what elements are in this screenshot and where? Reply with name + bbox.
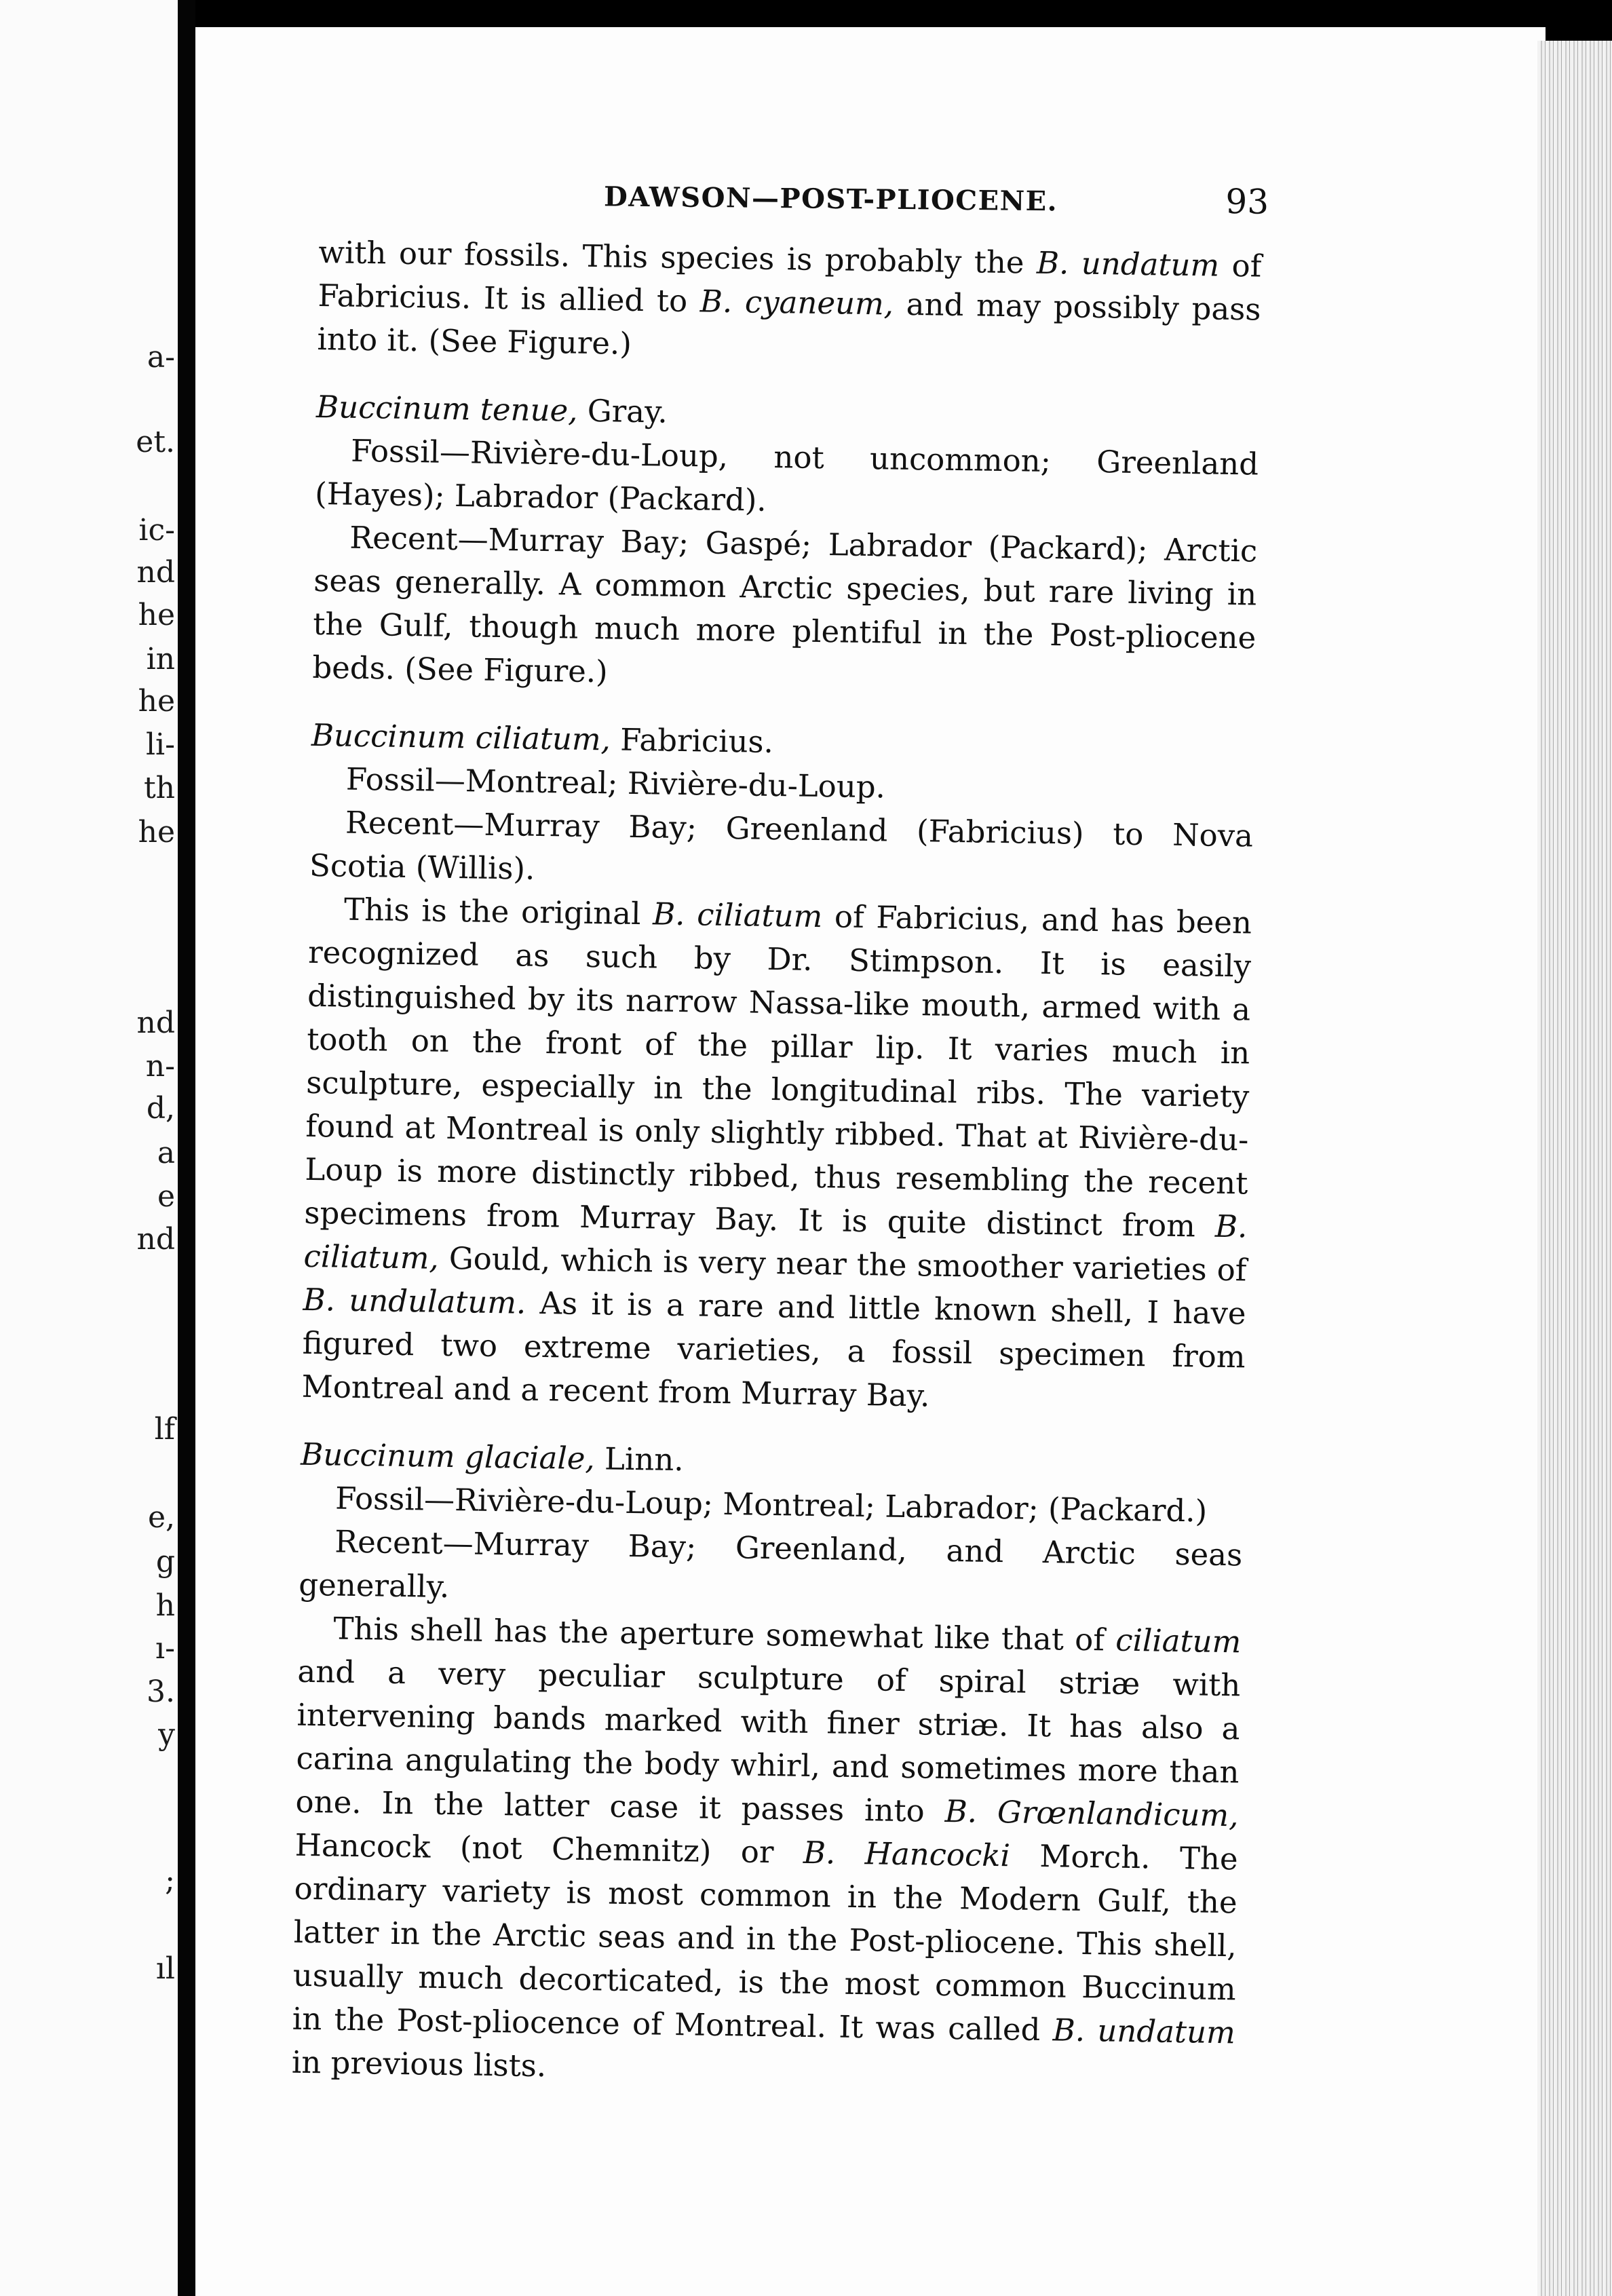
fragment: h: [155, 1588, 175, 1623]
fragment: in: [146, 642, 175, 676]
running-head: DAWSON—POST-PLIOCENE.: [603, 180, 1058, 218]
description-ciliatum: [301, 887, 1252, 1423]
text-run: Morch. The ordinary variety is most common in the Modern Gulf, the latter in the Arctic seas and in the Post-pliocene. This shell, usually much decorticated, is the most common Buccinum in the Post-pliocence of Montreal. It was called: [292, 1837, 1238, 2048]
italic-name: B. ciliatum,: [303, 1208, 1248, 1276]
italic-name: B. Grœnlandicum,: [944, 1793, 1239, 1834]
species-author: Fabricius.: [610, 721, 774, 761]
fragment: a: [157, 1136, 175, 1170]
fragment: he: [138, 684, 175, 719]
italic-name: B. undatum: [1036, 244, 1220, 284]
fragment: nd: [136, 1222, 175, 1257]
text-run: in previous lists.: [291, 2044, 547, 2084]
text-run: Gould, which is very near the smoother varieties of: [438, 1240, 1247, 1288]
fragment: nd: [136, 555, 175, 590]
italic-name: B. undulatum.: [303, 1281, 526, 1321]
fragment: ı-: [155, 1631, 175, 1666]
fossil-record-ciliatum: Fossil—Montreal; Rivière-du-Loup.: [345, 761, 886, 805]
italic-name: ciliatum: [1115, 1622, 1242, 1660]
description-glaciale: [291, 1607, 1241, 2099]
text-run: Hancock (not Chemnitz) or: [294, 1826, 804, 1871]
fragment: ic-: [138, 513, 175, 548]
species-name: Buccinum ciliatum,: [311, 716, 611, 758]
fragment: li-: [145, 727, 175, 762]
fragment: th: [143, 771, 175, 805]
fragment: a-: [147, 340, 175, 375]
species-name: Buccinum glaciale,: [300, 1436, 596, 1477]
facing-page-fragments: [0, 0, 175, 2296]
fragment: ıl: [155, 1951, 175, 1986]
fragment: g: [155, 1544, 175, 1579]
text-run: and may possibly pass into it. (See Figure.): [317, 286, 1261, 362]
text-run: with our fossils. This species is probably the: [318, 233, 1037, 281]
fragment: e,: [147, 1500, 175, 1535]
species-author: Linn.: [594, 1440, 685, 1478]
body-text: [291, 231, 1262, 2084]
fragment: he: [138, 598, 175, 632]
fragment: d,: [146, 1091, 175, 1126]
fragment: lf: [154, 1412, 175, 1447]
fossil-record-tenue: Fossil—Rivière-du-Loup, not uncommon; Greenland (Hayes); Labrador (Packard).: [314, 432, 1259, 518]
italic-name: B. ciliatum: [652, 896, 823, 935]
fragment: ;: [165, 1863, 175, 1898]
species-author: Gray.: [577, 392, 668, 430]
page-number: 93: [1225, 181, 1269, 222]
fossil-record-glaciale: Fossil—Rivière-du-Loup; Montreal; Labrador; (Packard.): [334, 1480, 1208, 1529]
book-gutter: [178, 0, 195, 2296]
text-run: and a very peculiar sculpture of spiral striæ with intervening bands marked with finer striæ. It has also a carina angulating the body whirl, and sometimes more than one. In the latter case it passes into: [295, 1653, 1241, 1829]
italic-name: B. Hancocki: [803, 1834, 1011, 1874]
text-run: of Fabricius, and has been recognized as such by Dr. Stimpson. It is easily distinguished by its narrow Nassa-like mouth, armed with a tooth on the front of the pillar lip. It varies much in sculpture, especially in the longitudinal ribs. The variety found at Montreal is only slightly ribbed. That at Rivière-du-Loup is more distinctly ribbed, thus resembling the recent specimens from Murray Bay. It is quite distinct from: [304, 898, 1252, 1244]
facing-page-edge: [0, 0, 178, 2296]
page-edges: [1537, 41, 1612, 2296]
fragment: he: [138, 815, 175, 849]
text-run: As it is a rare and little known shell, I have figured two extreme varieties, a fossil specimen from Montreal and a recent from Murray Bay.: [301, 1284, 1246, 1414]
italic-name: B. undatum: [1052, 2012, 1236, 2051]
fragment: y: [158, 1717, 175, 1752]
fragment: 3.: [147, 1675, 175, 1709]
text-run: This shell has the aperture somewhat like that of: [333, 1610, 1116, 1658]
recent-record-tenue: Recent—Murray Bay; Gaspé; Labrador (Packard); Arctic seas generally. A common Arctic species, but rare living in the Gulf, though much more plentiful in the Post-pliocene beds. (See Figure.): [312, 519, 1258, 690]
fragment: n-: [145, 1049, 175, 1084]
italic-name: B. cyaneum,: [699, 283, 894, 322]
recent-record-ciliatum: Recent—Murray Bay; Greenland (Fabricius) to Nova Scotia (Willis).: [309, 804, 1254, 887]
fragment: et.: [136, 425, 175, 459]
text-run: of Fabricius. It is allied to: [318, 247, 1262, 320]
recent-record-glaciale: Recent—Murray Bay; Greenland, and Arctic seas generally.: [299, 1523, 1243, 1605]
species-name: Buccinum tenue,: [315, 388, 578, 429]
intro-paragraph: [317, 231, 1262, 375]
fragment: nd: [136, 1006, 175, 1040]
text-run: This is the original: [343, 891, 653, 932]
fragment: e: [157, 1179, 175, 1214]
